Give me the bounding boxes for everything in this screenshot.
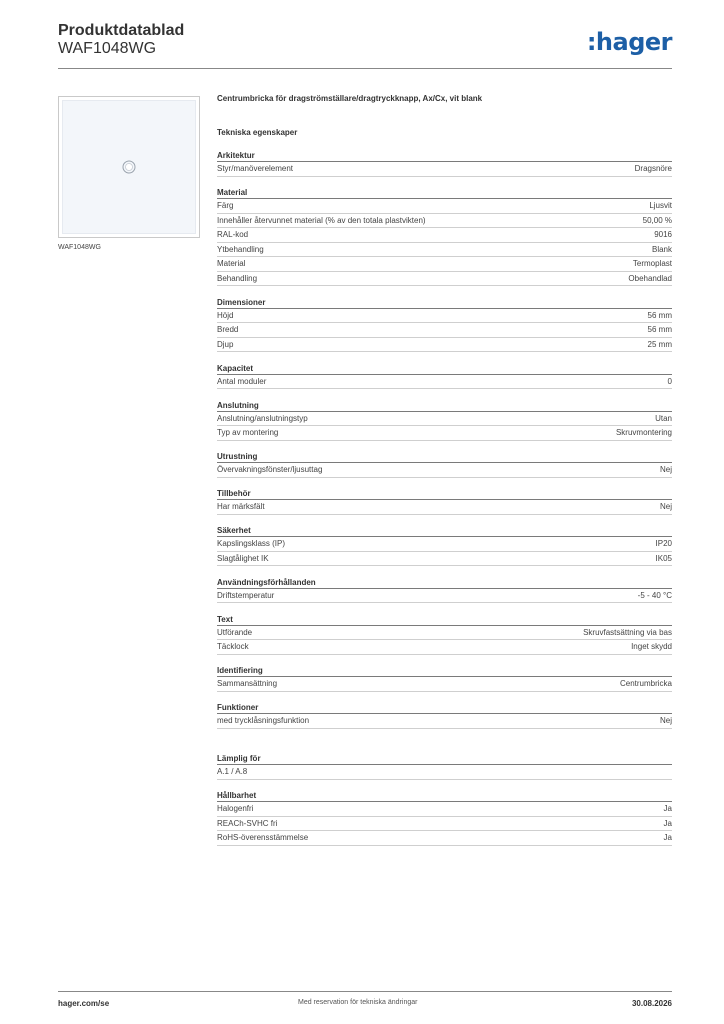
tech-properties-heading: Tekniska egenskaper [217,128,298,137]
spec-value: Skruvmontering [615,428,672,437]
spec-label: Innehåller återvunnet material (% av den totala plastvikten) [217,215,426,225]
spec-value: IK05 [655,553,672,563]
spec-label: Sammansättning [217,679,278,688]
spec-row [217,463,672,478]
section-title: Tillbehör [217,488,672,500]
spec-section [217,297,672,353]
spec-row [217,714,672,729]
spec-row [217,162,672,177]
product-image [58,96,200,238]
spec-section [217,790,672,846]
spec-row [217,199,672,214]
spec-value: Termoplast [632,259,672,268]
spec-value: Nej [659,716,672,725]
spec-row [217,817,672,832]
spec-value: 25 mm [647,339,672,349]
spec-label: Antal moduler [217,376,267,386]
section-title: Lämplig för [217,753,672,765]
spec-label: Har märksfält [217,502,265,511]
section-title: Hållbarhet [217,790,672,802]
extra-sections [217,753,672,846]
spec-value: 9016 [654,230,672,239]
spec-label: Typ av montering [217,428,279,437]
spec-section [217,614,672,655]
spec-value: Nej [659,502,672,511]
spec-label: Djup [217,339,234,349]
page-header [58,22,672,68]
section-title: Dimensioner [217,297,672,309]
spec-label: Behandling [217,273,258,283]
spec-row [217,589,672,604]
spec-label: Utförande [217,627,253,637]
spec-value: IP20 [655,539,672,548]
section-title: Arkitektur [217,150,672,162]
spec-row [217,677,672,692]
spec-value: 56 mm [647,310,672,320]
pull-cord-center-plate-image [59,97,201,239]
spec-row [217,323,672,338]
spec-section [217,451,672,478]
spec-row [217,272,672,287]
spec-label: Färg [217,201,234,210]
spec-section [217,187,672,286]
spec-value: Skruvfastsättning via bas [583,627,672,637]
section-title: Kapacitet [217,363,672,375]
spec-row [217,309,672,324]
spec-section [217,525,672,566]
spec-label: REACh-SVHC fri [217,818,278,828]
section-title: Material [217,187,672,199]
spec-value: 50,00 % [642,215,672,225]
spec-value: Blank [651,244,672,254]
spec-label: Anslutning/anslutningstyp [217,413,308,423]
section-title: Funktioner [217,702,672,714]
spec-content [217,94,672,856]
spec-row [217,375,672,390]
spec-label: Övervakningsfönster/ljusuttag [217,465,323,474]
spec-row [217,831,672,846]
spec-section [217,488,672,515]
spec-value: Utan [655,413,672,423]
spec-row [217,228,672,243]
spec-label: Driftstemperatur [217,590,275,600]
spec-label: Kapslingsklass (IP) [217,539,286,548]
spec-label: RoHS-överensstämmelse [217,833,309,842]
spec-row [217,802,672,817]
spec-section [217,150,672,177]
spec-label: Höjd [217,310,234,320]
spec-section [217,577,672,604]
spec-label: Ytbehandling [217,244,264,254]
spec-sections [217,150,672,729]
spec-value: Obehandlad [628,273,672,283]
spec-value: Centrumbricka [619,679,672,688]
spec-label: Halogenfri [217,804,254,813]
hager-logo: :hager [586,28,672,56]
spec-row [217,257,672,272]
product-code: WAF1048WG [58,40,157,57]
spec-row [217,214,672,229]
spec-row [217,412,672,427]
section-title: Text [217,614,672,626]
image-caption: WAF1048WG [58,244,101,251]
spec-row [217,765,672,780]
section-title: Utrustning [217,451,672,463]
spec-value: Nej [659,465,672,474]
header-divider [58,68,672,69]
spec-value: Ljusvit [649,201,672,210]
spec-value: 56 mm [647,325,672,334]
spec-label: Slagtålighet IK [217,553,269,563]
section-title: Identifiering [217,665,672,677]
spec-row [217,338,672,353]
product-description: Centrumbricka för dragströmställare/dragtryckknapp, Ax/Cx, vit blank [217,94,483,103]
spec-label: Styr/manöverelement [217,164,294,173]
footer-note: Med reservation för tekniska ändringar [298,999,418,1006]
spec-row [217,243,672,258]
spec-section [217,363,672,390]
spec-row [217,426,672,441]
footer-date: 30.08.2026 [631,999,672,1008]
spec-value: Ja [663,818,672,828]
spec-row [217,640,672,655]
footer-website[interactable]: hager.com/se [58,999,110,1008]
document-title: Produktdatablad [58,22,185,39]
spec-row [217,537,672,552]
spec-row [217,500,672,515]
spec-label: Täcklock [217,642,249,651]
spec-label: Material [217,259,246,268]
spec-label: med trycklåsningsfunktion [217,716,310,725]
spec-section [217,753,672,780]
section-title: Säkerhet [217,525,672,537]
section-title: Användningsförhållanden [217,577,672,589]
spec-value: -5 - 40 °C [637,590,672,600]
spec-label: A.1 / A.8 [217,767,248,776]
footer-divider [58,991,672,992]
spec-section [217,400,672,441]
spec-row [217,626,672,641]
spec-value: Dragsnöre [634,164,672,173]
spec-value: Ja [663,804,672,813]
spec-label: Bredd [217,325,239,334]
spec-value: Ja [663,833,672,842]
section-title: Anslutning [217,400,672,412]
spec-value: 0 [667,376,672,386]
spec-section [217,702,672,729]
spec-section [217,665,672,692]
spec-value: Inget skydd [631,642,672,651]
spec-row [217,552,672,567]
spec-label: RAL-kod [217,230,249,239]
